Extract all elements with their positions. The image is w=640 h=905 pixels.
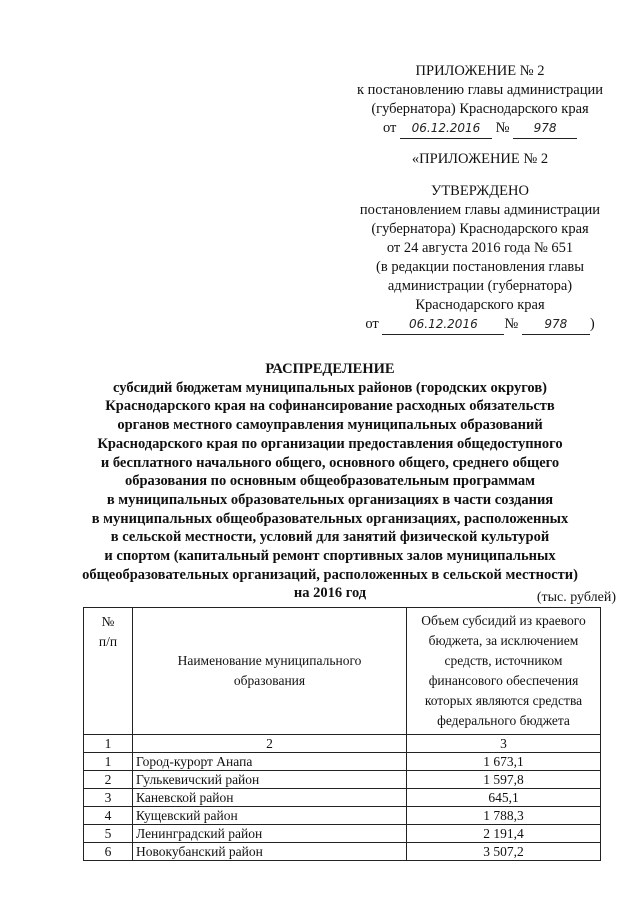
header-value-line: средств, источником [444, 653, 563, 668]
header-name-line: образования [233, 673, 306, 688]
header-value [407, 608, 601, 735]
approved-line: Краснодарского края [415, 297, 545, 313]
title-line: субсидий бюджетам муниципальных районов (городских округов) [113, 379, 547, 396]
title-line: Краснодарского края по организации предоставления общедоступного [97, 435, 563, 452]
title-line: и спортом (капитальный ремонт спортивных залов муниципальных [104, 548, 556, 565]
header-num [84, 608, 133, 735]
from-label: от [365, 316, 379, 332]
title-line: в муниципальных общеобразовательных организациях, расположенных [91, 510, 569, 527]
header-value-line: федерального бюджета [437, 713, 570, 728]
title-line: в сельской местности, условий для занятий физической культурой [110, 529, 550, 546]
units-label: (тыс. рублей) [536, 590, 616, 605]
table-row [84, 807, 601, 825]
header-value-line: которых являются средства [424, 693, 583, 708]
header-value-line: финансового обеспечения [428, 673, 579, 688]
row-number: 2 [84, 771, 133, 789]
column-number: 2 [133, 735, 407, 753]
row-value: 2 191,4 [407, 825, 601, 843]
row-value: 1 788,3 [407, 807, 601, 825]
title-line: и бесплатного начального общего, основного общего, среднего общего [100, 454, 560, 471]
approved-line: от 24 августа 2016 года № 651 [386, 240, 574, 256]
attachment-line-2: (губернатора) Краснодарского края [371, 101, 589, 117]
row-value: 1 673,1 [407, 753, 601, 771]
attachment-date-line [340, 119, 620, 139]
title-line: общеобразовательных организаций, расположенных в сельской местности) [82, 566, 578, 583]
row-name: Кущевский район [133, 807, 407, 825]
header-num-line: п/п [98, 634, 118, 649]
attachment-block [340, 62, 620, 139]
row-name: Каневской район [133, 789, 407, 807]
row-number: 3 [84, 789, 133, 807]
row-value: 1 597,8 [407, 771, 601, 789]
column-number: 3 [407, 735, 601, 753]
row-name: Гулькевичский район [133, 771, 407, 789]
row-number: 1 [84, 753, 133, 771]
row-number: 6 [84, 843, 133, 861]
header-num-line: № [101, 614, 115, 629]
attachment-title: ПРИЛОЖЕНИЕ № 2 [415, 63, 545, 79]
handwritten-number: 978 [522, 315, 590, 335]
approved-title: УТВЕРЖДЕНО [431, 183, 529, 199]
attachment-line-1: к постановлению главы администрации [356, 82, 604, 98]
title-line: образования по основным общеобразовательным программам [124, 473, 536, 490]
closing-paren: ) [589, 316, 595, 332]
row-value: 645,1 [407, 789, 601, 807]
table-header-row [84, 608, 601, 735]
row-value: 3 507,2 [407, 843, 601, 861]
header-value-line: Объем субсидий из краевого [421, 613, 586, 628]
row-name: Ленинградский район [133, 825, 407, 843]
table-row [84, 771, 601, 789]
title-line: Краснодарского края на софинансирование расходных обязательств [105, 398, 555, 415]
header-name-line: Наименование муниципального [177, 653, 362, 668]
header-value-line: бюджета, за исключением [428, 633, 579, 648]
handwritten-date: 06.12.2016 [400, 119, 492, 139]
handwritten-number: 978 [513, 119, 577, 139]
subsidy-table [83, 607, 601, 861]
from-label: от [382, 120, 397, 136]
header-name [133, 608, 407, 735]
row-number: 4 [84, 807, 133, 825]
approved-date-line [340, 315, 620, 335]
table-row [84, 789, 601, 807]
table-row [84, 753, 601, 771]
document-title [60, 360, 600, 603]
number-label: № [495, 120, 510, 136]
table-row [84, 825, 601, 843]
approved-line: (в редакции постановления главы [376, 259, 584, 275]
table-row [84, 843, 601, 861]
approved-block [340, 182, 620, 335]
title-line: РАСПРЕДЕЛЕНИЕ [265, 361, 395, 377]
column-number: 1 [84, 735, 133, 753]
column-number-row [84, 735, 601, 753]
title-line: органов местного самоуправления муниципальных образований [117, 417, 543, 434]
row-name: Новокубанский район [133, 843, 407, 861]
approved-line: (губернатора) Краснодарского края [371, 221, 589, 237]
row-number: 5 [84, 825, 133, 843]
title-line: на 2016 год [293, 585, 367, 602]
number-label: № [504, 316, 519, 332]
handwritten-date: 06.12.2016 [382, 315, 504, 335]
inner-attachment-title: «ПРИЛОЖЕНИЕ № 2 [411, 151, 549, 167]
approved-line: администрации (губернатора) [387, 278, 573, 294]
approved-line: постановлением главы администрации [359, 202, 601, 218]
row-name: Город-курорт Анапа [133, 753, 407, 771]
title-line: в муниципальных образовательных организациях в части создания [106, 491, 554, 508]
inner-attachment-block [340, 150, 620, 169]
